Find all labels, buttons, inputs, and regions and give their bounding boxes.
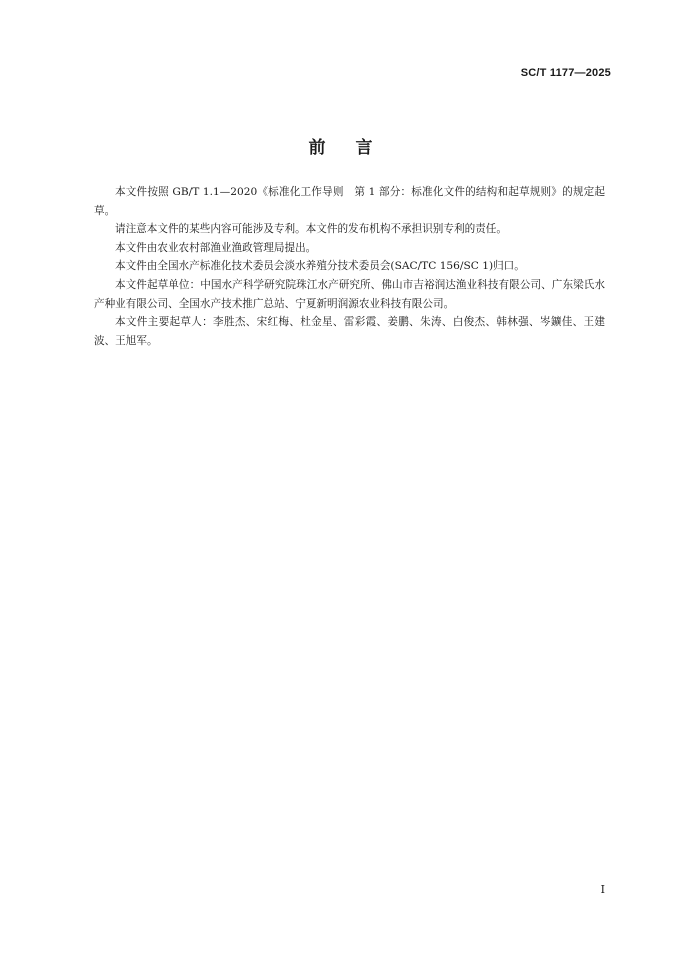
paragraph-drafters: 本文件主要起草人：李胜杰、宋红梅、杜金星、雷彩霞、姜鹏、朱涛、白俊杰、韩林强、岑鑛佳、王建波、王旭军。 (94, 316, 605, 347)
foreword-body (94, 183, 605, 350)
foreword-title: 前言 (308, 138, 403, 158)
standard-code: SC/T 1177—2025 (520, 67, 611, 79)
paragraph-patent-notice: 请注意本文件的某些内容可能涉及专利。本文件的发布机构不承担识别专利的责任。 (115, 223, 507, 236)
paragraph-proposer: 本文件由农业农村部渔业渔政管理局提出。 (115, 241, 317, 254)
page-number: I (600, 883, 605, 896)
paragraph-technical-committee: 本文件由全国水产标准化技术委员会淡水养殖分技术委员会(SAC/TC 156/SC 1)归口。 (115, 260, 525, 273)
paragraph-drafting-units: 本文件起草单位：中国水产科学研究院珠江水产研究所、佛山市吉裕润达渔业科技有限公司、广东梁氏水产种业有限公司、全国水产技术推广总站、宁夏新明润源农业科技有限公司。 (94, 278, 605, 310)
paragraph-drafting-rules: 本文件按照 GB/T 1.1—2020《标准化工作导则 第 1 部分：标准化文件的结构和起草规则》的规定起草。 (94, 186, 605, 217)
